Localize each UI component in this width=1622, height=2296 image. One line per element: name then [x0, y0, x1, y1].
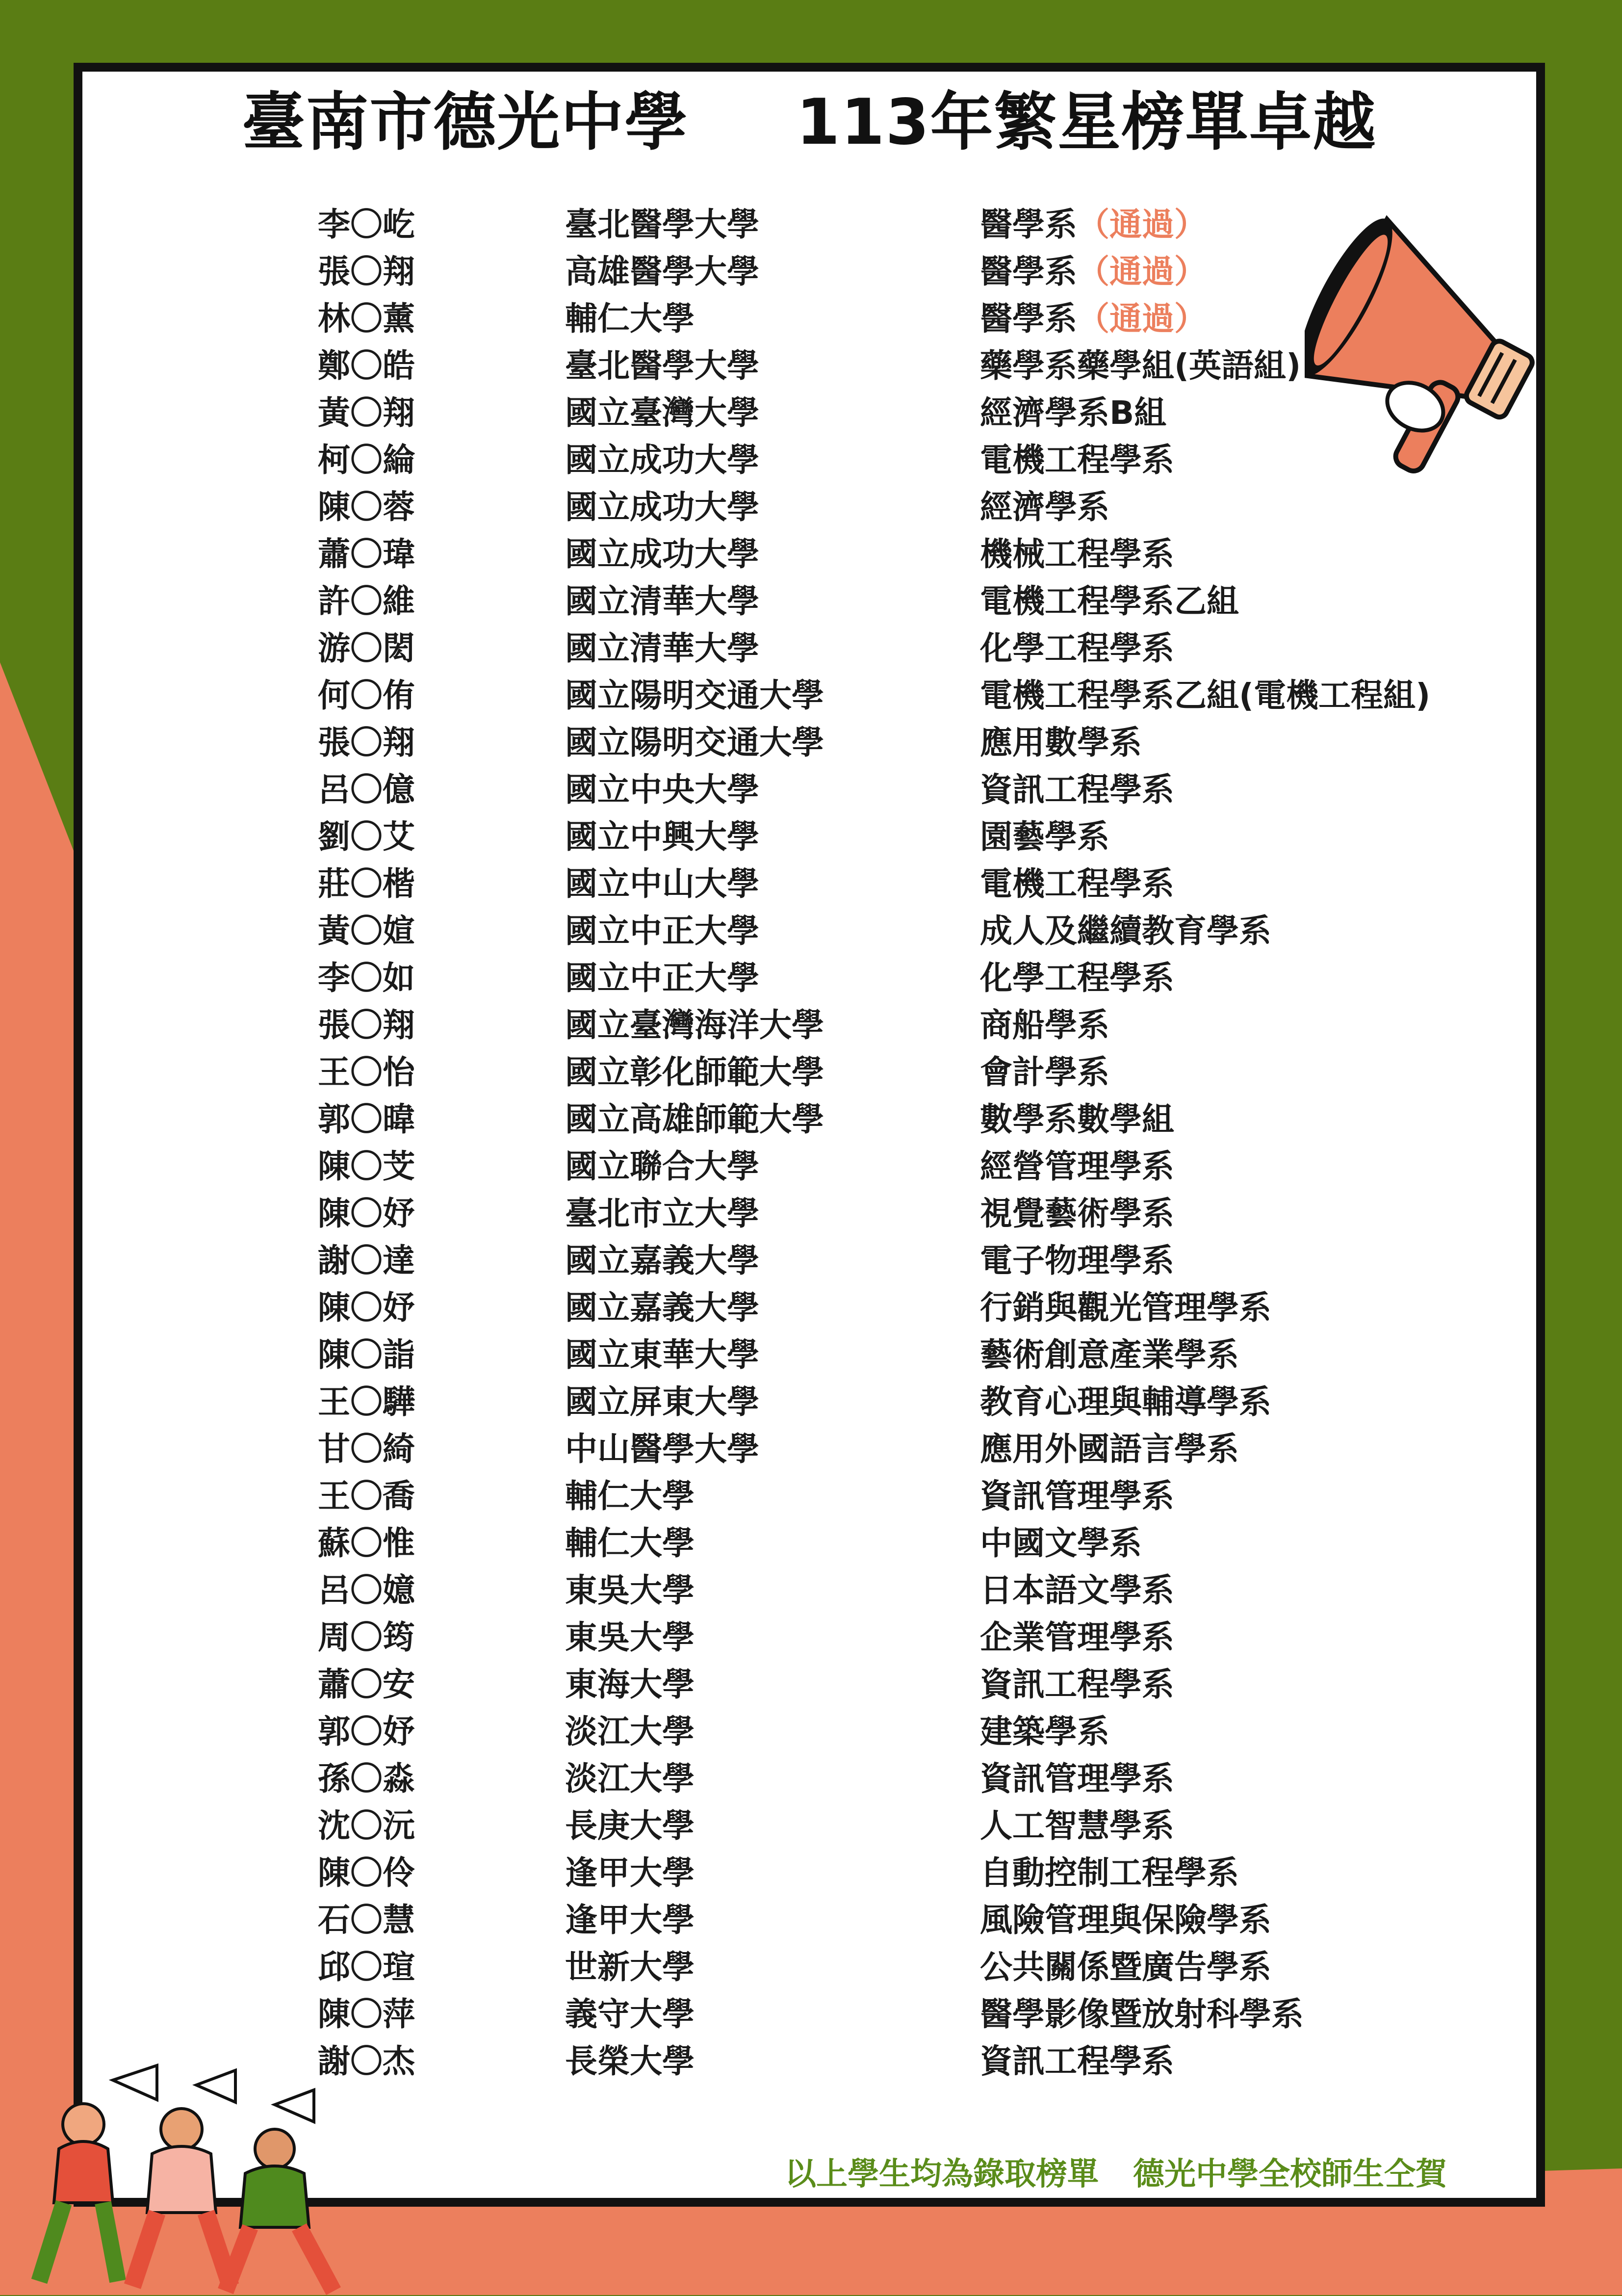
department-name	[980, 625, 1174, 672]
pass-badge: （通過）	[1077, 253, 1207, 290]
university-name: 輔仁大學	[565, 1477, 695, 1515]
university-name: 國立中正大學	[565, 912, 759, 950]
university-name: 臺北市立大學	[565, 1195, 759, 1232]
department-name	[980, 1426, 1239, 1473]
department-name	[980, 390, 1166, 437]
department-name	[980, 437, 1174, 484]
department-name	[980, 1379, 1271, 1426]
list-item	[0, 1614, 1622, 1661]
student-name: 游〇閎	[318, 629, 415, 667]
list-item	[0, 1426, 1622, 1473]
department-name	[980, 1991, 1304, 2038]
department-text: 化學工程學系	[980, 959, 1174, 997]
university-name: 高雄醫學大學	[565, 253, 759, 290]
university-name: 東吳大學	[565, 1618, 695, 1656]
list-item	[0, 908, 1622, 955]
student-name: 陳〇妤	[318, 1289, 415, 1327]
department-text: 公共關係暨廣告學系	[980, 1948, 1271, 1986]
pass-badge: （通過）	[1077, 206, 1207, 243]
university-name: 臺北醫學大學	[565, 347, 759, 385]
megaphone-icon	[1305, 196, 1560, 530]
university-name: 東海大學	[565, 1666, 695, 1703]
university-name: 逢甲大學	[565, 1901, 695, 1939]
footer-left: 以上學生均為錄取榜單	[785, 2156, 1099, 2192]
department-text: 資訊管理學系	[980, 1760, 1174, 1798]
footer-congrats	[760, 2149, 1447, 2194]
department-name	[980, 1850, 1239, 1897]
list-item	[0, 1944, 1622, 1991]
student-name: 李〇如	[318, 959, 415, 997]
student-name: 沈〇沅	[318, 1807, 415, 1845]
department-text: 教育心理與輔導學系	[980, 1383, 1271, 1421]
student-name: 呂〇嬑	[318, 1571, 415, 1609]
list-item	[0, 625, 1622, 672]
department-text: 應用外國語言學系	[980, 1430, 1239, 1468]
university-name: 國立成功大學	[565, 441, 759, 479]
department-name	[980, 672, 1430, 719]
department-name	[980, 342, 1301, 390]
department-name	[980, 1002, 1109, 1049]
department-name	[980, 719, 1142, 766]
department-text: 風險管理與保險學系	[980, 1901, 1271, 1939]
list-item	[0, 1708, 1622, 1755]
student-name: 林〇薰	[318, 300, 415, 338]
list-item	[0, 1096, 1622, 1143]
list-item	[0, 1473, 1622, 1520]
department-text: 經濟學系	[980, 488, 1109, 526]
list-item	[0, 578, 1622, 625]
department-name	[980, 578, 1239, 625]
list-item	[0, 672, 1622, 719]
department-name	[980, 1237, 1174, 1284]
student-name: 謝〇杰	[318, 2042, 415, 2080]
list-item	[0, 1991, 1622, 2038]
list-item	[0, 531, 1622, 578]
department-name	[980, 1567, 1174, 1614]
list-item	[0, 1002, 1622, 1049]
university-name: 國立屏東大學	[565, 1383, 759, 1421]
title-school: 臺南市德光中學	[242, 86, 689, 159]
university-name: 長榮大學	[565, 2042, 695, 2080]
student-name: 張〇翔	[318, 1006, 415, 1044]
university-name: 國立高雄師範大學	[565, 1100, 824, 1138]
department-name	[980, 1284, 1271, 1331]
department-text: 藥學系藥學組(英語組)	[980, 347, 1301, 385]
student-name: 黃〇翔	[318, 394, 415, 432]
student-name: 周〇筠	[318, 1618, 415, 1656]
department-name	[980, 1944, 1271, 1991]
department-name	[980, 955, 1174, 1002]
list-item	[0, 1049, 1622, 1096]
list-item	[0, 1850, 1622, 1897]
department-name	[980, 813, 1109, 861]
student-name: 陳〇蓉	[318, 488, 415, 526]
university-name: 世新大學	[565, 1948, 695, 1986]
department-text: 電機工程學系乙組(電機工程組)	[980, 677, 1431, 714]
department-text: 醫學系	[980, 253, 1077, 290]
university-name: 淡江大學	[565, 1713, 695, 1750]
department-text: 資訊工程學系	[980, 771, 1174, 809]
student-name: 柯〇綸	[318, 441, 415, 479]
university-name: 國立清華大學	[565, 582, 759, 620]
department-name	[980, 1190, 1174, 1237]
department-text: 日本語文學系	[980, 1571, 1174, 1609]
university-name: 淡江大學	[565, 1760, 695, 1798]
department-text: 資訊管理學系	[980, 1477, 1174, 1515]
department-text: 經營管理學系	[980, 1148, 1174, 1185]
department-name	[980, 1802, 1174, 1850]
department-name	[980, 1614, 1174, 1661]
student-name: 李〇屹	[318, 206, 415, 243]
department-name	[980, 1661, 1174, 1708]
department-text: 資訊工程學系	[980, 2042, 1174, 2080]
university-name: 國立臺灣大學	[565, 394, 759, 432]
university-name: 臺北醫學大學	[565, 206, 759, 243]
university-name: 國立臺灣海洋大學	[565, 1006, 824, 1044]
department-text: 醫學系	[980, 300, 1077, 338]
university-name: 國立彰化師範大學	[565, 1053, 824, 1091]
student-name: 蘇〇惟	[318, 1524, 415, 1562]
student-name: 黃〇媗	[318, 912, 415, 950]
student-name: 孫〇淼	[318, 1760, 415, 1798]
footer-right: 德光中學全校師生仝賀	[1133, 2156, 1447, 2192]
student-name: 鄭〇皓	[318, 347, 415, 385]
department-text: 醫學系	[980, 206, 1077, 243]
university-name: 國立嘉義大學	[565, 1289, 759, 1327]
department-name	[980, 1331, 1239, 1379]
list-item	[0, 1143, 1622, 1190]
student-name: 張〇翔	[318, 253, 415, 290]
student-name: 王〇喬	[318, 1477, 415, 1515]
student-name: 許〇維	[318, 582, 415, 620]
department-name	[980, 908, 1271, 955]
university-name: 輔仁大學	[565, 1524, 695, 1562]
list-item	[0, 1379, 1622, 1426]
student-name: 郭〇暐	[318, 1100, 415, 1138]
department-text: 電子物理學系	[980, 1242, 1174, 1279]
department-name	[980, 531, 1174, 578]
department-text: 應用數學系	[980, 724, 1142, 761]
student-name: 甘〇綺	[318, 1430, 415, 1468]
department-text: 電機工程學系	[980, 865, 1174, 903]
list-item	[0, 1567, 1622, 1614]
university-name: 國立中山大學	[565, 865, 759, 903]
list-item	[0, 1897, 1622, 1944]
department-text: 數學系數學組	[980, 1100, 1174, 1138]
list-item	[0, 719, 1622, 766]
student-name: 陳〇萍	[318, 1995, 415, 2033]
department-text: 中國文學系	[980, 1524, 1142, 1562]
university-name: 義守大學	[565, 1995, 695, 2033]
department-text: 成人及繼續教育學系	[980, 912, 1271, 950]
title-headline: 113年繁星榜單卓越	[796, 86, 1377, 159]
university-name: 國立清華大學	[565, 629, 759, 667]
university-name: 長庚大學	[565, 1807, 695, 1845]
department-name	[980, 484, 1109, 531]
student-name: 謝〇達	[318, 1242, 415, 1279]
department-name	[980, 1096, 1174, 1143]
department-name	[980, 1755, 1174, 1802]
university-name: 國立嘉義大學	[565, 1242, 759, 1279]
list-item	[0, 1190, 1622, 1237]
department-text: 電機工程學系乙組	[980, 582, 1239, 620]
student-name: 劉〇艾	[318, 818, 415, 856]
department-name	[980, 1473, 1174, 1520]
student-name: 陳〇芠	[318, 1148, 415, 1185]
student-name: 呂〇億	[318, 771, 415, 809]
pass-badge: （通過）	[1077, 300, 1207, 338]
department-text: 自動控制工程學系	[980, 1854, 1239, 1892]
department-name	[980, 1143, 1174, 1190]
university-name: 國立聯合大學	[565, 1148, 759, 1185]
student-name: 何〇侑	[318, 677, 415, 714]
department-text: 資訊工程學系	[980, 1666, 1174, 1703]
list-item	[0, 813, 1622, 861]
university-name: 國立陽明交通大學	[565, 677, 824, 714]
list-item	[0, 1331, 1622, 1379]
student-name: 蕭〇瑋	[318, 535, 415, 573]
list-item	[0, 955, 1622, 1002]
department-text: 經濟學系B組	[980, 394, 1167, 432]
university-name: 國立中興大學	[565, 818, 759, 856]
department-text: 視覺藝術學系	[980, 1195, 1174, 1232]
student-name: 陳〇伶	[318, 1854, 415, 1892]
list-item	[0, 766, 1622, 813]
department-name	[980, 295, 1207, 342]
university-name: 東吳大學	[565, 1571, 695, 1609]
department-text: 園藝學系	[980, 818, 1109, 856]
list-item	[0, 1237, 1622, 1284]
list-item	[0, 1755, 1622, 1802]
department-text: 建築學系	[980, 1713, 1109, 1750]
list-item	[0, 861, 1622, 908]
list-item	[0, 1802, 1622, 1850]
department-text: 行銷與觀光管理學系	[980, 1289, 1271, 1327]
student-name: 王〇驊	[318, 1383, 415, 1421]
department-name	[980, 1520, 1142, 1567]
university-name: 國立成功大學	[565, 488, 759, 526]
list-item	[0, 1520, 1622, 1567]
student-name: 蕭〇安	[318, 1666, 415, 1703]
university-name: 輔仁大學	[565, 300, 695, 338]
university-name: 國立成功大學	[565, 535, 759, 573]
student-name: 王〇怡	[318, 1053, 415, 1091]
student-name: 邱〇瑄	[318, 1948, 415, 1986]
university-name: 國立陽明交通大學	[565, 724, 824, 761]
department-text: 醫學影像暨放射科學系	[980, 1995, 1304, 2033]
department-name	[980, 1708, 1109, 1755]
university-name: 逢甲大學	[565, 1854, 695, 1892]
department-text: 機械工程學系	[980, 535, 1174, 573]
department-text: 企業管理學系	[980, 1618, 1174, 1656]
student-name: 郭〇妤	[318, 1713, 415, 1750]
university-name: 國立中央大學	[565, 771, 759, 809]
department-text: 人工智慧學系	[980, 1807, 1174, 1845]
list-item	[0, 1284, 1622, 1331]
university-name: 國立中正大學	[565, 959, 759, 997]
department-name	[980, 861, 1174, 908]
department-name	[980, 1049, 1109, 1096]
student-name: 莊〇楷	[318, 865, 415, 903]
department-name	[980, 248, 1207, 295]
page-title	[74, 74, 1545, 172]
department-name	[980, 766, 1174, 813]
department-text: 電機工程學系	[980, 441, 1174, 479]
student-name: 陳〇詣	[318, 1336, 415, 1374]
department-name	[980, 2038, 1174, 2085]
student-name: 石〇慧	[318, 1901, 415, 1939]
department-text: 會計學系	[980, 1053, 1109, 1091]
university-name: 中山醫學大學	[565, 1430, 759, 1468]
department-text: 化學工程學系	[980, 629, 1174, 667]
student-name: 陳〇妤	[318, 1195, 415, 1232]
list-item	[0, 1661, 1622, 1708]
cheering-people-illustration	[20, 2051, 392, 2296]
student-name: 張〇翔	[318, 724, 415, 761]
university-name: 國立東華大學	[565, 1336, 759, 1374]
department-name	[980, 201, 1207, 248]
department-name	[980, 1897, 1271, 1944]
department-text: 藝術創意產業學系	[980, 1336, 1239, 1374]
department-text: 商船學系	[980, 1006, 1109, 1044]
